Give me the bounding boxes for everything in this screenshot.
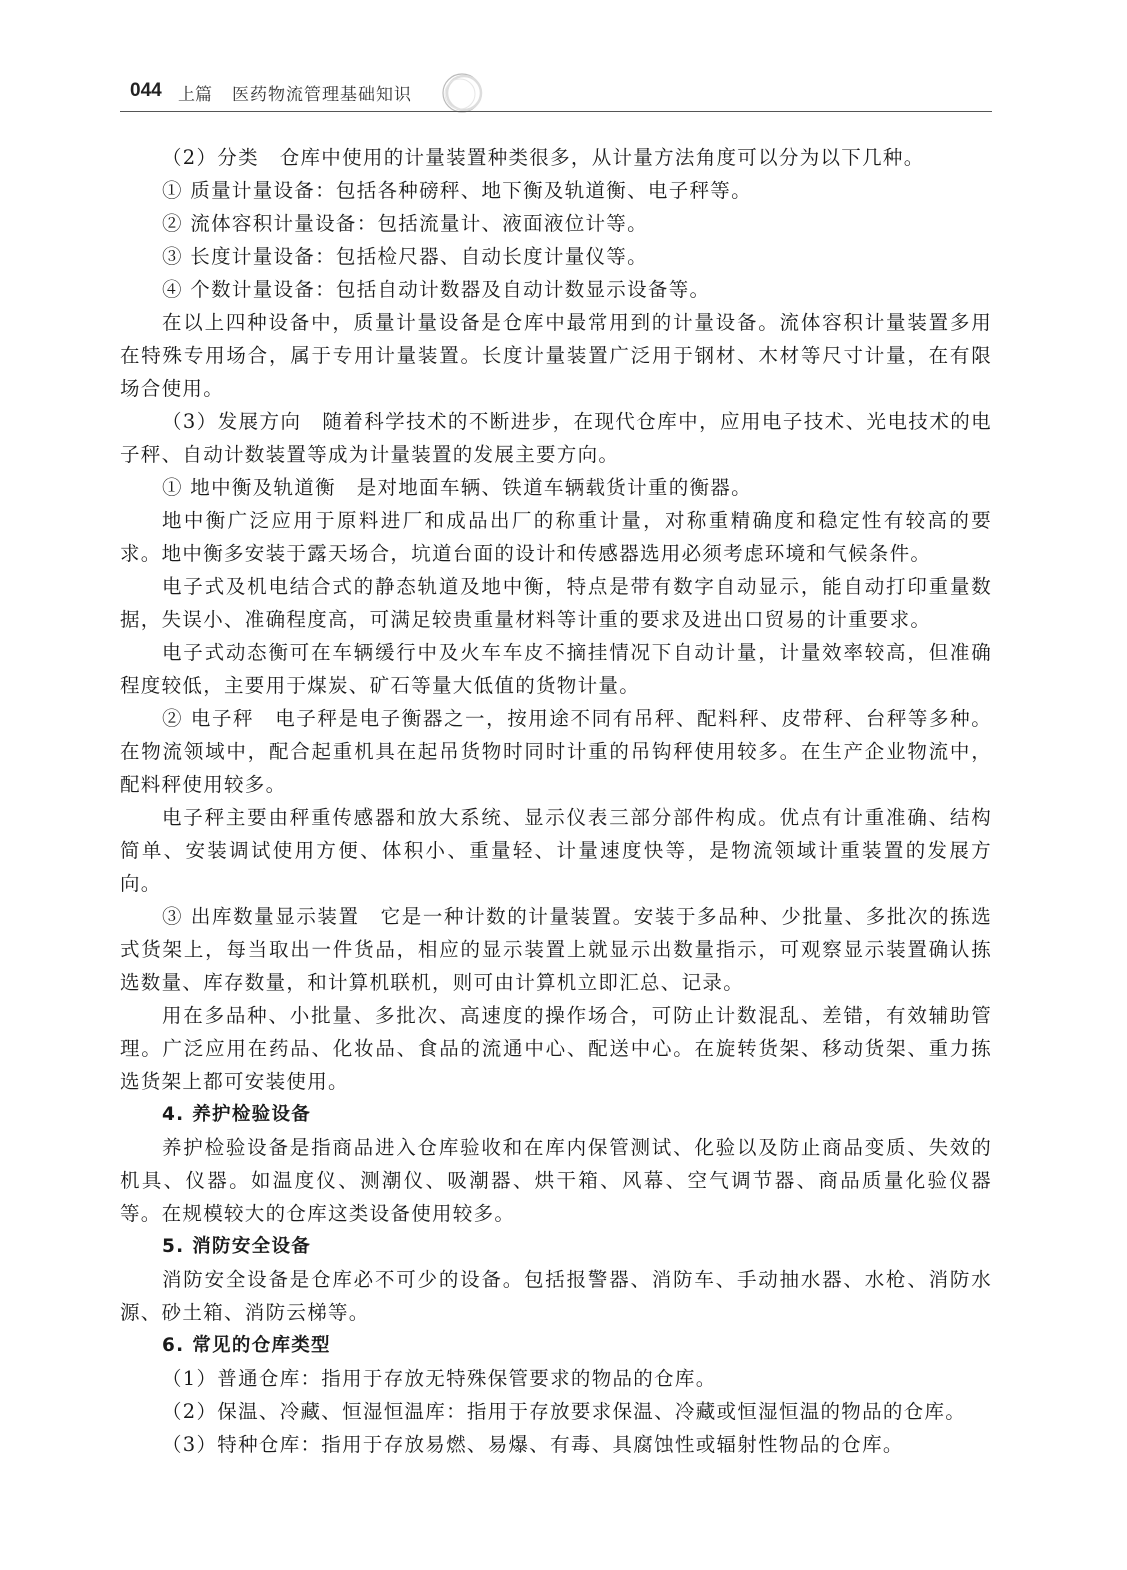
paragraph: 在以上四种设备中，质量计量设备是仓库中最常用到的计量设备。流体容积计量装置多用在特殊专用场合，属于专用计量装置。长度计量装置广泛用于钢材、木材等尺寸计量，在有限场合使用。 [120, 311, 992, 400]
paragraph: （3）发展方向 随着科学技术的不断进步，在现代仓库中，应用电子技术、光电技术的电子秤、自动计数装置等成为计量装置的发展主要方向。 [120, 410, 992, 466]
list-item: ④ 个数计量设备：包括自动计数器及自动计数显示设备等。 [162, 278, 711, 301]
body-text [120, 141, 992, 1461]
paragraph: 用在多品种、小批量、多批次、高速度的操作场合，可防止计数混乱、差错，有效辅助管理。广泛应用在药品、化妆品、食品的流通中心、配送中心。在旋转货架、移动货架、重力拣选货架上都可安装使用。 [120, 1004, 992, 1093]
part-label: 上篇 [178, 85, 212, 105]
paragraph: ③ 出库数量显示装置 它是一种计数的计量装置。安装于多品种、少批量、多批次的拣选式货架上，每当取出一件货品，相应的显示装置上就显示出数量指示，可观察显示装置确认拣选数量、库存数量，和计算机联机，则可由计算机立即汇总、记录。 [120, 905, 992, 994]
page-number: 044 [130, 80, 162, 101]
list-item: （1）普通仓库：指用于存放无特殊保管要求的物品的仓库。 [162, 1367, 717, 1390]
book-title: 医药物流管理基础知识 [232, 85, 412, 105]
list-item: ③ 长度计量设备：包括检尺器、自动长度计量仪等。 [162, 245, 648, 268]
decorative-circle-icon [438, 70, 486, 116]
section-heading: 4. 养护检验设备 [162, 1104, 312, 1125]
paragraph: 消防安全设备是仓库必不可少的设备。包括报警器、消防车、手动抽水器、水枪、消防水源、砂土箱、消防云梯等。 [120, 1268, 992, 1324]
list-item: ① 地中衡及轨道衡 是对地面车辆、铁道车辆载货计重的衡器。 [162, 476, 752, 499]
list-item: ① 质量计量设备：包括各种磅秤、地下衡及轨道衡、电子秤等。 [162, 179, 752, 202]
header-rule [120, 111, 992, 112]
list-item: （3）特种仓库：指用于存放易燃、易爆、有毒、具腐蚀性或辐射性物品的仓库。 [162, 1433, 904, 1456]
paragraph: （2）分类 仓库中使用的计量装置种类很多，从计量方法角度可以分为以下几种。 [162, 146, 925, 169]
section-heading: 6. 常见的仓库类型 [162, 1335, 331, 1356]
section-heading: 5. 消防安全设备 [162, 1236, 312, 1257]
paragraph: 养护检验设备是指商品进入仓库验收和在库内保管测试、化验以及防止商品变质、失效的机具、仪器。如温度仪、测潮仪、吸潮器、烘干箱、风幕、空气调节器、商品质量化验仪器等。在规模较大的仓库这类设备使用较多。 [120, 1136, 992, 1225]
paragraph: ② 电子秤 电子秤是电子衡器之一，按用途不同有吊秤、配料秤、皮带秤、台秤等多种。在物流领域中，配合起重机具在起吊货物时同时计重的吊钩秤使用较多。在生产企业物流中，配料秤使用较多。 [120, 707, 992, 796]
list-item: ② 流体容积计量设备：包括流量计、液面液位计等。 [162, 212, 648, 235]
list-item: （2）保温、冷藏、恒湿恒温库：指用于存放要求保温、冷藏或恒湿恒温的物品的仓库。 [162, 1400, 967, 1423]
paragraph: 电子秤主要由秤重传感器和放大系统、显示仪表三部分部件构成。优点有计重准确、结构简单、安装调试使用方便、体积小、重量轻、计量速度快等，是物流领域计重装置的发展方向。 [120, 806, 992, 895]
paragraph: 地中衡广泛应用于原料进厂和成品出厂的称重计量，对称重精确度和稳定性有较高的要求。地中衡多安装于露天场合，坑道台面的设计和传感器选用必须考虑环境和气候条件。 [120, 509, 992, 565]
running-header [120, 76, 992, 112]
paragraph: 电子式动态衡可在车辆缓行中及火车车皮不摘挂情况下自动计量，计量效率较高，但准确程度较低，主要用于煤炭、矿石等量大低值的货物计量。 [120, 641, 992, 697]
paragraph: 电子式及机电结合式的静态轨道及地中衡，特点是带有数字自动显示，能自动打印重量数据，失误小、准确程度高，可满足较贵重量材料等计重的要求及进出口贸易的计重要求。 [120, 575, 992, 631]
